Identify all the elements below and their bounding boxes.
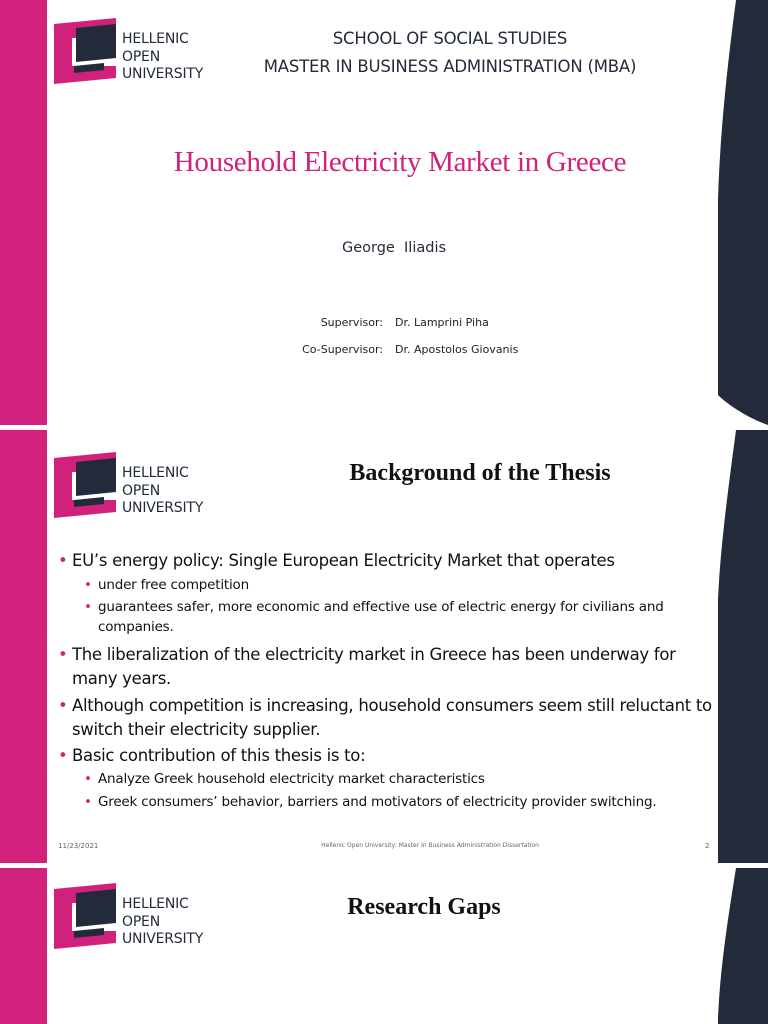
slide-1-accent-bar — [0, 0, 47, 425]
school-name: SCHOOL OF SOCIAL STUDIES — [332, 29, 568, 48]
supervisor-label: Supervisor: — [320, 316, 383, 329]
footer-date: 11/23/2021 — [58, 842, 99, 850]
logo-line-3: UNIVERSITY — [122, 931, 204, 947]
logo-line-2: OPEN — [122, 913, 160, 930]
hou-logo-mark — [54, 452, 116, 518]
hou-logo-wordmark — [122, 465, 203, 518]
presentation-title: Household Electricity Market in Greece — [173, 146, 627, 178]
sub-bullet-item: • Greek consumers’ behavior, barriers and motivators of electricity provider switching. — [84, 794, 657, 810]
slide-3 — [0, 868, 768, 1024]
hou-logo-wordmark — [122, 896, 203, 949]
sub-bullet-item: • under free competition — [84, 577, 249, 593]
cosupervisor-label: Co-Supervisor: — [302, 343, 383, 356]
author-name: George Iliadis — [341, 240, 447, 256]
hou-logo-mark — [54, 18, 116, 84]
hou-logo-mark — [54, 883, 116, 949]
slide-1 — [0, 0, 768, 425]
bullet-list — [58, 550, 718, 812]
sub-bullet-item: • guarantees safer, more economic and effective use of electric energy for civilians and companies. — [84, 599, 664, 635]
slide-2-title: Background of the Thesis — [349, 460, 611, 486]
logo-line-1: HELLENIC — [122, 31, 189, 47]
bullet-item: • EU’s energy policy: Single European Electricity Market that operates — [58, 551, 615, 570]
supervisor-name: Dr. Lamprini Piha — [395, 316, 489, 329]
logo-line-2: OPEN — [122, 482, 160, 499]
bullet-item: • The liberalization of the electricity market in Greece has been underway for many years. — [58, 645, 676, 688]
hou-logo — [54, 452, 219, 518]
footer-page-number: 2 — [705, 842, 710, 850]
slide-1-dark-curve — [718, 0, 768, 425]
footer-caption: Hellenic Open University: Master in Business Administration Dissertation — [321, 842, 539, 849]
bullet-item: • Basic contribution of this thesis is to: — [58, 746, 366, 765]
logo-line-3: UNIVERSITY — [122, 500, 204, 516]
slide-2-accent-bar — [0, 430, 47, 863]
hou-logo — [54, 883, 219, 949]
logo-line-1: HELLENIC — [122, 465, 189, 481]
sub-bullet-item: • Analyze Greek household electricity market characteristics — [84, 771, 485, 787]
logo-line-1: HELLENIC — [122, 896, 189, 912]
bullet-item: • Although competition is increasing, household consumers seem still reluctant to switch their electricity supplier. — [58, 696, 712, 739]
cosupervisor-name: Dr. Apostolos Giovanis — [395, 343, 519, 356]
program-name: MASTER IN BUSINESS ADMINISTRATION (MBA) — [263, 57, 637, 76]
slide-2 — [0, 430, 768, 863]
slide-3-accent-bar — [0, 868, 47, 1024]
slide-3-dark-curve — [718, 868, 768, 1024]
slide-3-title: Research Gaps — [347, 894, 501, 920]
logo-line-3: UNIVERSITY — [122, 66, 204, 82]
logo-line-2: OPEN — [122, 48, 160, 65]
slide-2-dark-curve — [718, 430, 768, 863]
